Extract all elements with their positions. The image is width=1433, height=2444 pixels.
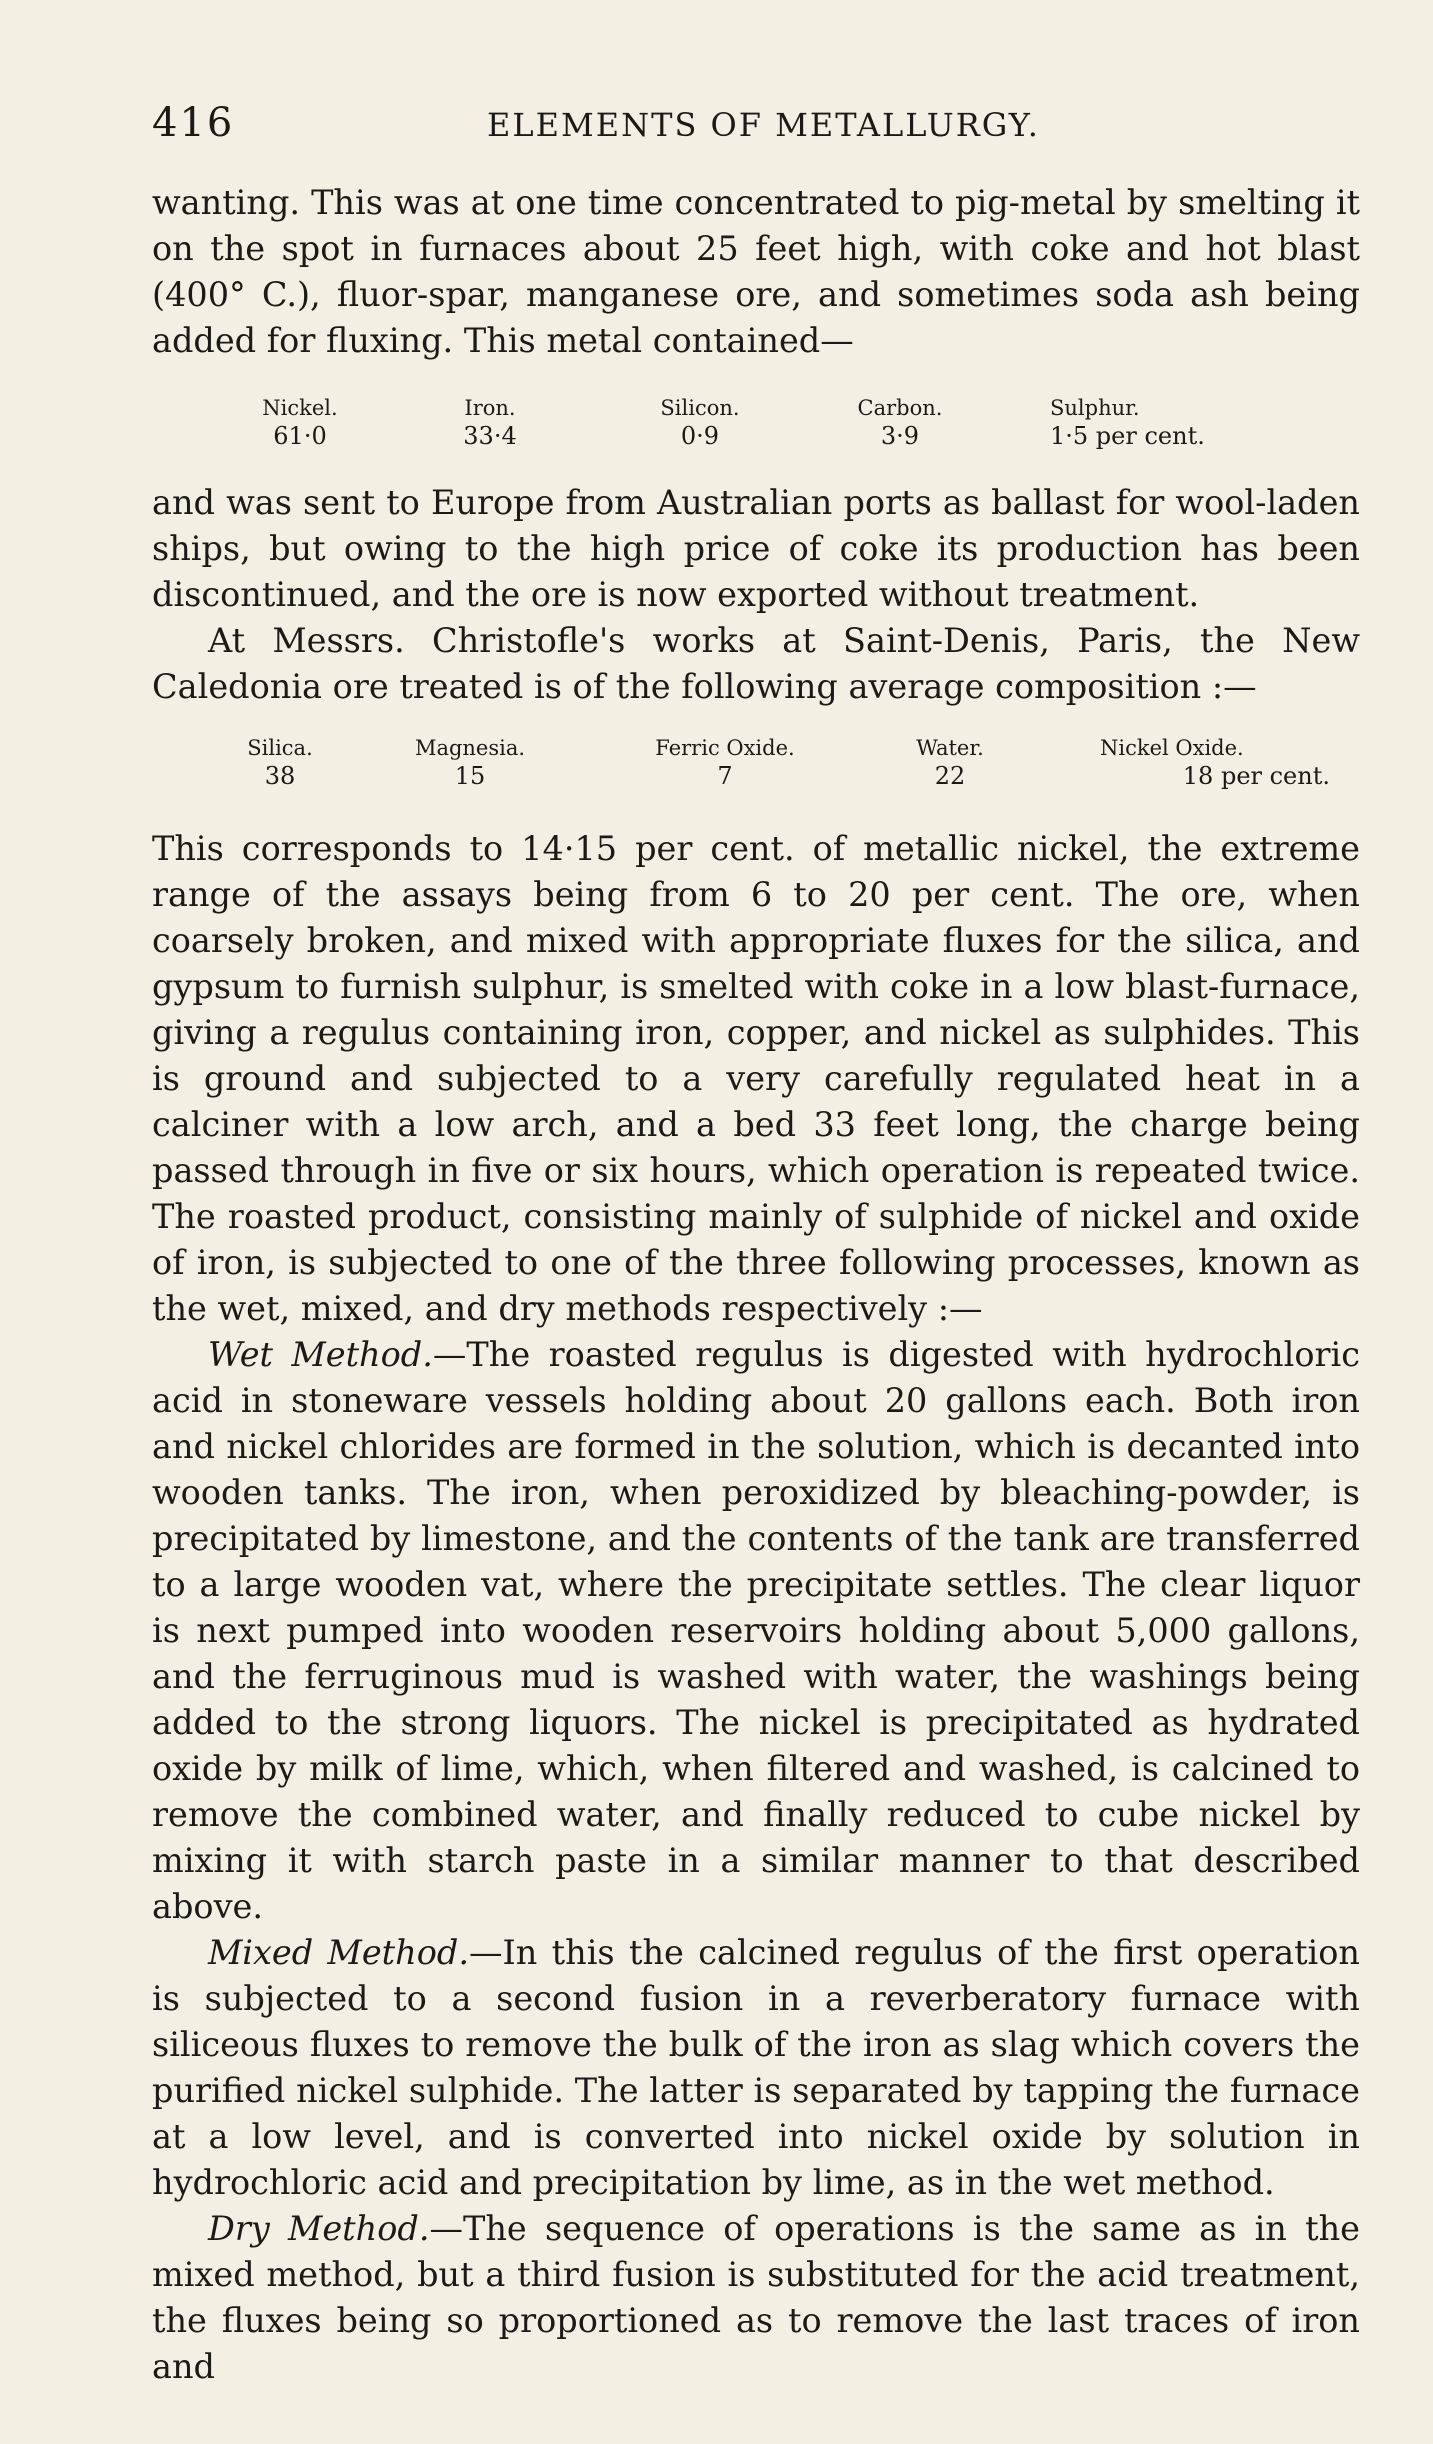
column-header: Silica. [247,736,313,760]
wet-method-paragraph [152,1332,1360,1930]
column-value: 33·4 [463,422,517,450]
column-value: 7 [717,762,733,790]
table-column [640,396,760,450]
mixed-method-text: —In this the calcined regulus of the first operation is subjected to a second fusion in a reverberatory furnace with siliceous fluxes to remove the bulk of the iron as slag which covers the purified nickel sulphide. The latter is separated by tapping the furnace at a low level, and is converted into nickel oxide by solution in hydrochloric acid and precipitation by lime, as in the wet method. [152,1933,1360,2202]
table-column [400,736,540,790]
table-column [630,736,820,790]
table-column [250,396,350,450]
column-value: 0·9 [680,422,720,450]
column-header: Sulphur. [1050,396,1140,420]
column-header: Nickel. [262,396,338,420]
mixed-method-paragraph [152,1930,1360,2206]
table-column [890,736,1010,790]
wet-method-title: Wet Method. [208,1335,433,1374]
column-value: 61·0 [273,422,327,450]
paragraph-text: At Messrs. Christofle's works at Saint-Denis, Paris, the New Caledonia ore treated is of the following average composition :— [152,621,1360,706]
dry-method-text: —The sequence of operations is the same as in the mixed method, but a third fusion is substituted for the acid treatment, the fluxes being so proportioned as to remove the last traces of iron and [152,2209,1360,2386]
table-column [1100,736,1350,790]
paragraph-text: This corresponds to 14·15 per cent. of metallic nickel, the extreme range of the assays being from 6 to 20 per cent. The ore, when coarsely broken, and mixed with appropriate fluxes for the silica, and gypsum to furnish sulphur, is smelted with coke in a low blast-furnace, giving a regulus containing iron, copper, and nickel as sulphides. This is ground and subjected to a very carefully regulated heat in a calciner with a low arch, and a bed 33 feet long, the charge being passed through in five or six hours, which operation is repeated twice. The roasted product, consisting mainly of sulphide of nickel and oxide of iron, is subjected to one of the three following processes, known as the wet, mixed, and dry methods respectively :— [152,829,1360,1328]
column-value: 3·9 [880,422,920,450]
column-header: Carbon. [857,396,943,420]
mixed-method-title: Mixed Method. [208,1933,469,1972]
table-column [230,736,330,790]
paragraph-text: and was sent to Europe from Australian ports as ballast for wool-laden ships, but owing to the high price of coke its production has been discontinued, and the ore is now exported without treatment. [152,483,1360,614]
paragraph-ballast [152,480,1360,710]
column-value: 18 per cent. [1182,762,1330,790]
wet-method-text: —The roasted regulus is digested with hydrochloric acid in stoneware vessels holding about 20 gallons each. Both iron and nickel chlorides are formed in the solution, which is decanted into wooden tanks. The iron, when peroxidized by bleaching-powder, is precipitated by limestone, and the contents of the tank are transferred to a large wooden vat, where the precipitate settles. The clear liquor is next pumped into wooden reservoirs holding about 5,000 gallons, and the ferruginous mud is washed with water, the washings being added to the strong liquors. The nickel is precipitated as hydrated oxide by milk of lime, which, when filtered and washed, is calcined to remove the combined water, and finally reduced to cube nickel by mixing it with starch paste in a similar manner to that described above. [152,1335,1360,1926]
column-value: 1·5 per cent. [1050,422,1205,450]
column-header: Silicon. [660,396,740,420]
paragraph-intro [152,180,1360,364]
table-column [1050,396,1310,450]
paragraph-text: wanting. This was at one time concentrated to pig-metal by smelting it on the spot in furnaces about 25 feet high, with coke and hot blast (400° C.), fluor-spar, manganese ore, and sometimes soda ash being added for fluxing. This metal contained— [152,183,1360,360]
table-column [440,396,540,450]
column-header: Magnesia. [414,736,526,760]
dry-method-title: Dry Method. [208,2209,430,2248]
ore-composition-table [230,736,1360,796]
column-header: Ferric Oxide. [655,736,795,760]
paragraph-process-overview [152,826,1360,2390]
page-header [152,100,1352,160]
column-header: Water. [916,736,984,760]
table-column [840,396,960,450]
column-value: 15 [454,762,486,790]
pig-metal-composition-table [250,396,1350,456]
column-header: Nickel Oxide. [1100,736,1244,760]
column-value: 22 [934,762,966,790]
column-value: 38 [264,762,296,790]
dry-method-paragraph [152,2206,1360,2390]
page-number: 416 [152,100,235,146]
running-title: ELEMENTS OF METALLURGY. [487,106,1040,144]
column-header: Iron. [464,396,516,420]
